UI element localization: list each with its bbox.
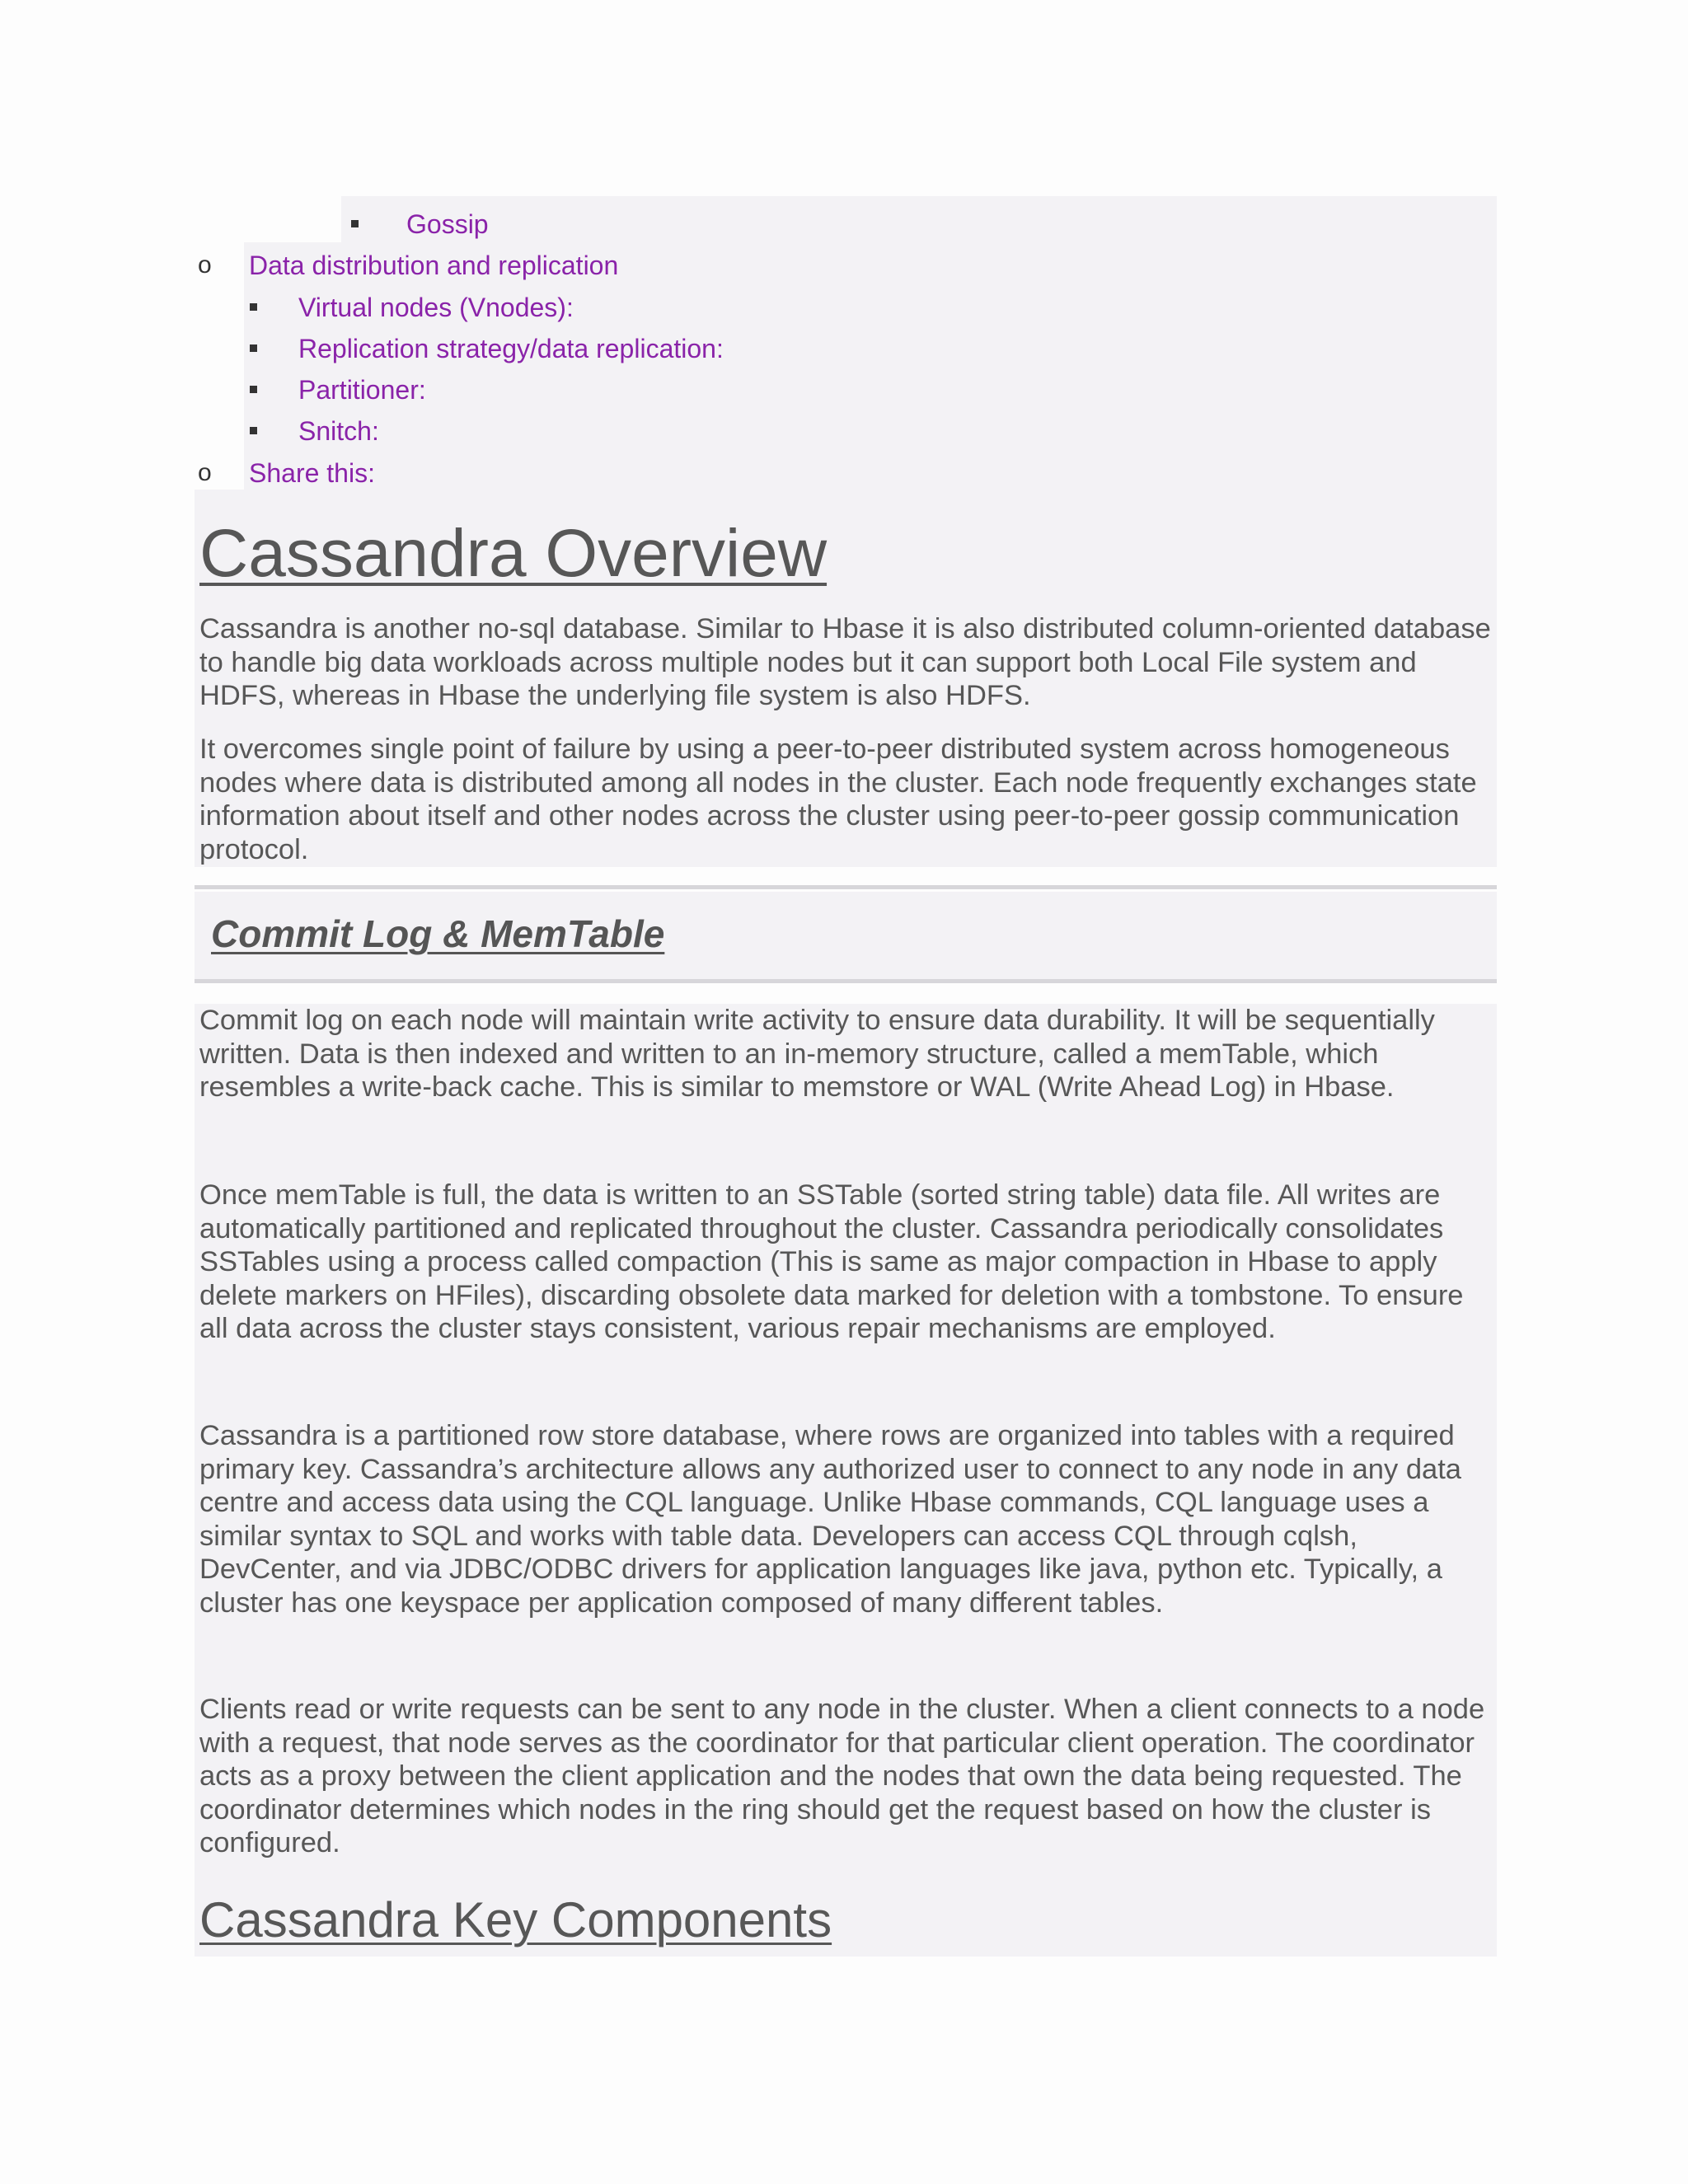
toc-bullet-square [250, 427, 257, 434]
toc-bullet-square [250, 303, 257, 311]
toc-link-snitch[interactable]: Snitch: [298, 416, 379, 446]
toc-link-partitioner[interactable]: Partitioner: [298, 375, 426, 405]
overview-heading: Cassandra Overview [199, 516, 828, 591]
toc-link-replication-strategy[interactable]: Replication strategy/data replication: [298, 334, 724, 363]
toc-bullet-circle: o [198, 251, 212, 279]
key-components-heading: Cassandra Key Components [199, 1892, 832, 1947]
toc-bullet-circle: o [198, 459, 212, 486]
overview-paragraph-1: Cassandra is another no-sql database. Similar to Hbase it is also distributed column-oriented database to handle big data workloads across multiple nodes but it can support both Local File system and HDFS, whereas in Hbase the underlying file system is also HDFS. [199, 613, 1491, 711]
commit-log-heading: Commit Log & MemTable [211, 912, 665, 955]
section-divider-top [195, 885, 1497, 889]
toc-link-virtual-nodes[interactable]: Virtual nodes (Vnodes): [298, 293, 574, 322]
toc-background-top [341, 196, 1497, 242]
toc-link-data-distribution[interactable]: Data distribution and replication [249, 251, 619, 280]
toc-link-share-this[interactable]: Share this: [249, 458, 375, 488]
toc-link-gossip[interactable]: Gossip [406, 209, 489, 239]
commit-log-paragraph-2: Once memTable is full, the data is written to an SSTable (sorted string table) data file. All writes are automatically partitioned and replicated throughout the cluster. Cassandra periodically consolidates SSTables using a process called compaction (This is same as major compaction in Hbase to apply delete markers on HFiles), discarding obsolete data marked for deletion with a tombstone. To ensure all data across the cluster stays consistent, various repair mechanisms are employed. [199, 1179, 1464, 1344]
toc-bullet-square [250, 344, 257, 352]
section-divider-bottom [195, 979, 1497, 983]
commit-log-paragraph-3: Cassandra is a partitioned row store database, where rows are organized into tables with a required primary key. Cassandra’s architecture allows any authorized user to connect to any node in any data centre and access data using the CQL language. Unlike Hbase commands, CQL language uses a similar syntax to SQL and works with table data. Developers can access CQL through cqlsh, DevCenter, and via JDBC/ODBC drivers for application languages like java, python etc. Typically, a cluster has one keyspace per application composed of many different tables. [199, 1420, 1461, 1619]
commit-log-paragraph-1: Commit log on each node will maintain write activity to ensure data durability. It will be sequentially written. Data is then indexed and written to an in-memory structure, called a memTable, which resembles a write-back cache. This is similar to memstore or WAL (Write Ahead Log) in Hbase. [199, 1005, 1435, 1103]
overview-paragraph-2: It overcomes single point of failure by using a peer-to-peer distributed system across homogeneous nodes where data is distributed among all nodes in the cluster. Each node frequently exchanges state information about itself and other nodes across the cluster using peer-to-peer gossip communication protocol. [199, 733, 1477, 865]
commit-log-paragraph-4: Clients read or write requests can be sent to any node in the cluster. When a client connects to a node with a request, that node serves as the coordinator for that particular client operation. The coordinator acts as a proxy between the client application and the nodes that own the data being requested. The coordinator determines which nodes in the ring should get the request based on how the cluster is configured. [199, 1694, 1485, 1858]
toc-bullet-square [250, 386, 257, 393]
toc-bullet-square [351, 220, 359, 227]
